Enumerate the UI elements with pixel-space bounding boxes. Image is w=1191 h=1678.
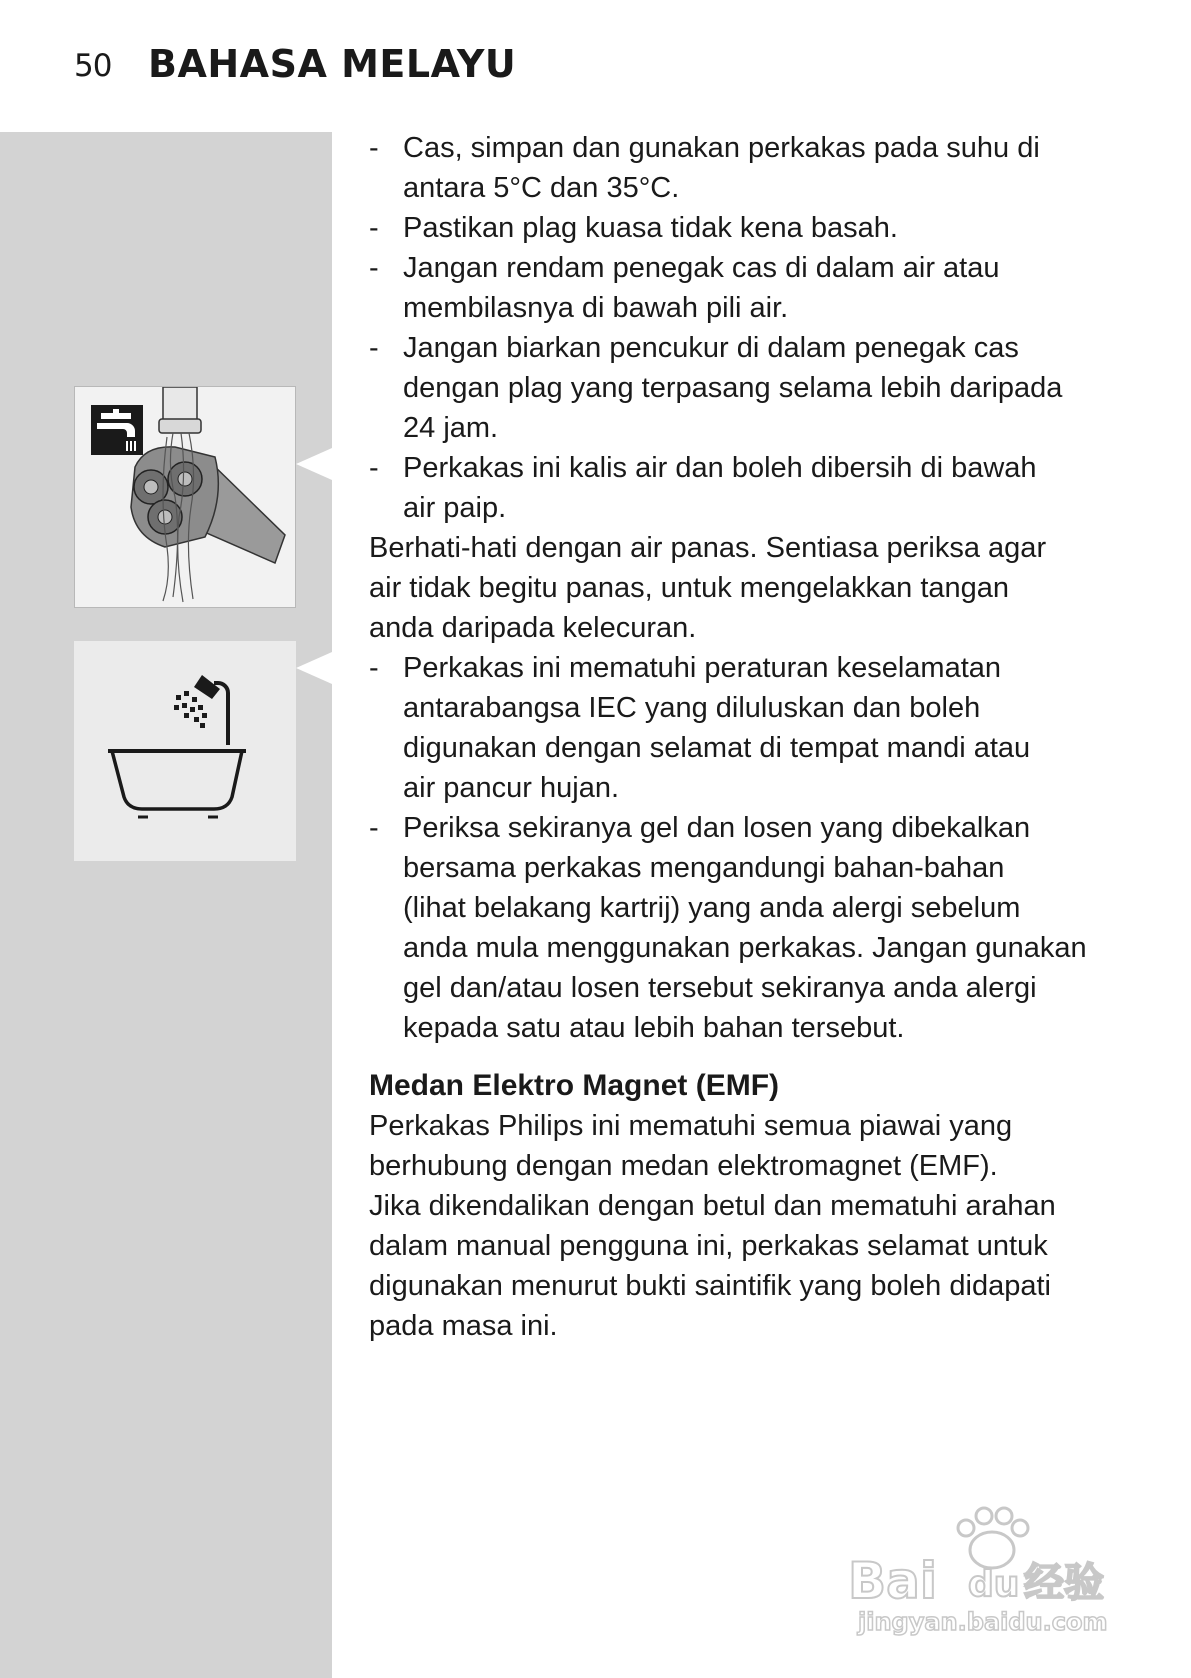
list-item: - Pastikan plag kuasa tidak kena basah. — [369, 212, 898, 244]
page-number: 50 — [74, 48, 112, 84]
hot-water-warning: Berhati-hati dengan air panas. Sentiasa periksa agar air tidak begitu panas, untuk mengelakkan tangan anda daripada kelecuran. — [369, 532, 1047, 644]
shaver-under-tap-illustration — [75, 387, 295, 607]
list-item: - Jangan rendam penegak cas di dalam air atau membilasnya di bawah pili air. — [369, 252, 1000, 324]
watermark-brand-cn: 经验 — [1024, 1560, 1104, 1606]
page-title: BAHASA MELAYU — [148, 42, 517, 86]
bathtub-shower-illustration — [74, 641, 296, 861]
shaver-rinse-illustration — [74, 386, 296, 608]
watermark-brand-du: du — [968, 1564, 1020, 1605]
sidebar-illustrations — [0, 132, 332, 1678]
bath-illustration — [74, 641, 296, 861]
list-item: - Periksa sekiranya gel dan losen yang dibekalkan bersama perkakas mengandungi bahan-bahan (lihat belakang kartrij) yang anda alergi sebelum anda mula menggunakan perkakas. Jangan gunakan gel dan/atau losen tersebut sekiranya anda alergi kepada satu atau lebih bahan tersebut. — [369, 812, 1087, 1044]
callout-pointer — [296, 652, 332, 684]
watermark-brand: Bai — [848, 1552, 937, 1610]
list-item: - Jangan biarkan pencukur di dalam penegak cas dengan plag yang terpasang selama lebih daripada 24 jam. — [369, 332, 1063, 444]
main-text — [369, 128, 1129, 1346]
emf-paragraph: Perkakas Philips ini mematuhi semua piawai yang berhubung dengan medan elektromagnet (EMF). Jika dikendalikan dengan betul dan mematuhi arahan dalam manual pengguna ini, perkakas selamat untuk digunakan menurut bukti saintifik yang boleh didapati pada masa ini. — [369, 1110, 1056, 1342]
emf-heading: Medan Elektro Magnet (EMF) — [369, 1069, 780, 1102]
baidu-watermark — [848, 1498, 1116, 1638]
list-item: - Perkakas ini kalis air dan boleh dibersih di bawah air paip. — [369, 452, 1037, 524]
watermark-url: jingyan.baidu.com — [858, 1608, 1108, 1636]
list-item: - Perkakas ini mematuhi peraturan keselamatan antarabangsa IEC yang diluluskan dan boleh digunakan dengan selamat di tempat mandi atau air pancur hujan. — [369, 652, 1031, 804]
list-item: - Cas, simpan dan gunakan perkakas pada suhu di antara 5°C dan 35°C. — [369, 132, 1040, 204]
callout-pointer — [296, 448, 332, 480]
faucet-icon — [91, 405, 143, 455]
baidu-paw-logo — [848, 1498, 1116, 1638]
